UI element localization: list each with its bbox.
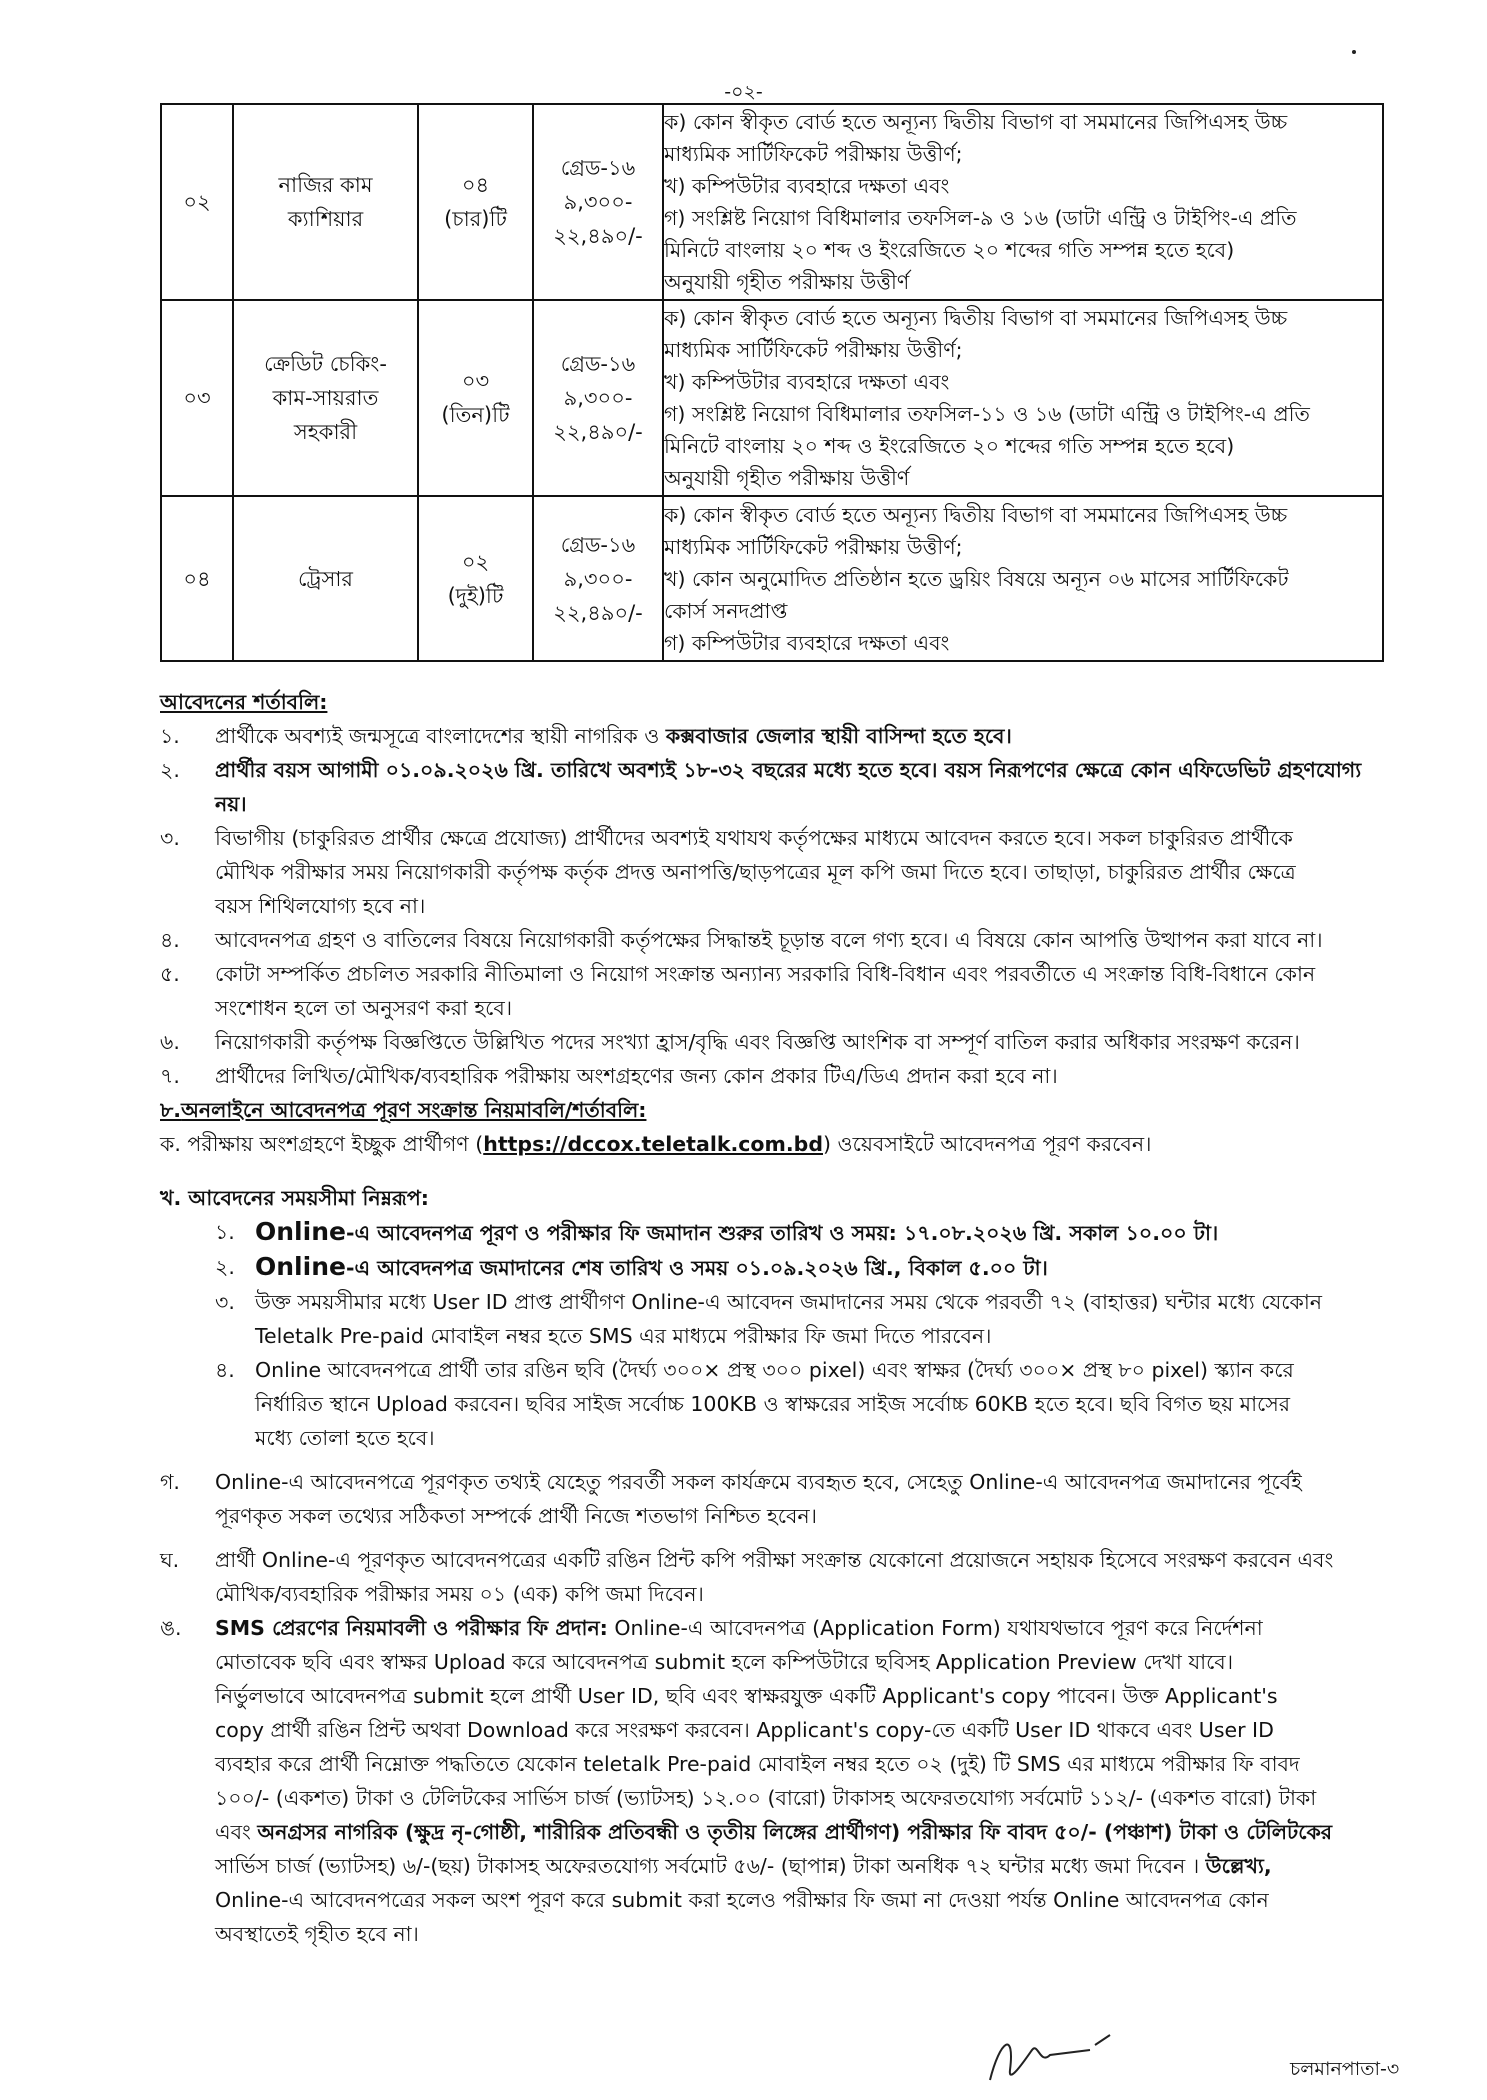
website-link[interactable]: https://dccox.teletalk.com.bd (483, 1132, 823, 1156)
serial-cell: ০৪ (161, 496, 233, 661)
serial-cell: ০৩ (161, 300, 233, 496)
condition-1: ১. প্রার্থীকে অবশ্যই জন্মসূত্রে বাংলাদেশের স্থায়ী নাগরিক ও কক্সবাজার জেলার স্থায়ী বাসিন্দা হতে হবে। (160, 724, 1012, 748)
post-name-cell: ট্রেসার (233, 496, 418, 661)
condition-5: ৫. কোটা সম্পর্কিত প্রচলিত সরকারি নীতিমালা ও নিয়োগ সংক্রান্ত অন্যান্য সরকারি বিধি-বিধান এবং পরবর্তীতে এ সংক্রান্ত বিধি-বিধানে কোন সংশোধন হলে তা অনুসরণ করা হবে। (160, 962, 1316, 1020)
table-row (161, 300, 1383, 496)
online-kha-1: ১. Online-এ আবেদনপত্র পূরণ ও পরীক্ষার ফি জমাদান শুরুর তারিখ ও সময়: ১৭.০৮.২০২৬ খ্রি. সকাল ১০.০০ টা। (215, 1217, 1219, 1246)
online-kha-heading: খ. আবেদনের সময়সীমা নিম্নরূপ: (160, 1186, 429, 1210)
qualification-cell: ক) কোন স্বীকৃত বোর্ড হতে অন্যূন্য দ্বিতীয় বিভাগ বা সমমানের জিপিএসহ উচ্চ মাধ্যমিক সার্টিফিকেট পরীক্ষায় উত্তীর্ণ; খ) কোন অনুমোদিত প্রতিষ্ঠান হতে ড্রয়িং বিষয়ে অন্যূন ০৬ মাসের সার্টিফিকেট কোর্স সনদপ্রাপ্ত গ) কম্পিউটার ব্যবহারে দক্ষতা এবং (663, 496, 1383, 661)
post-count-cell: ০২ (দুই)টি (418, 496, 533, 661)
post-name-cell: নাজির কাম ক্যাশিয়ার (233, 104, 418, 300)
post-count-cell: ০৩ (তিন)টি (418, 300, 533, 496)
online-ka: ক. পরীক্ষায় অংশগ্রহণে ইচ্ছুক প্রার্থীগণ (https://dccox.teletalk.com.bd) ওয়েবসাইটে আবেদনপত্র পূরণ করবেন। (160, 1132, 1152, 1156)
condition-6: ৬. নিয়োগকারী কর্তৃপক্ষ বিজ্ঞপ্তিতে উল্লিখিত পদের সংখ্যা হ্রাস/বৃদ্ধি এবং বিজ্ঞপ্তি আংশিক বা সম্পূর্ণ বাতিল করার অধিকার সংরক্ষণ করেন। (160, 1030, 1300, 1054)
page-number: -০২- (724, 81, 763, 103)
post-count-cell: ০৪ (চার)টি (418, 104, 533, 300)
serial-cell: ০২ (161, 104, 233, 300)
grade-cell: গ্রেড-১৬ ৯,৩০০- ২২,৪৯০/- (533, 300, 663, 496)
condition-7: ৭. প্রার্থীদের লিখিত/মৌখিক/ব্যবহারিক পরীক্ষায় অংশগ্রহণের জন্য কোন প্রকার টিএ/ডিএ প্রদান করা হবে না। (160, 1064, 1058, 1088)
posts-table (160, 103, 1384, 662)
grade-cell: গ্রেড-১৬ ৯,৩০০- ২২,৪৯০/- (533, 104, 663, 300)
ink-dot (1352, 50, 1356, 54)
conditions-heading: আবেদনের শর্তাবলি: (160, 690, 328, 714)
post-name-cell: ক্রেডিট চেকিং- কাম-সায়রাত সহকারী (233, 300, 418, 496)
online-kha-3: ৩. উক্ত সময়সীমার মধ্যে User ID প্রাপ্ত প্রার্থীগণ Online-এ আবেদন জমাদানের সময় থেকে পরবর্তী ৭২ (বাহাত্তর) ঘন্টার মধ্যে যেকোন Teletalk Pre-paid মোবাইল নম্বর হতে SMS এর মাধ্যমে পরীক্ষার ফি জমা দিতে পারবেন। (215, 1290, 1323, 1348)
continuation-note: চলমানপাতা-৩ (1290, 2058, 1400, 2080)
grade-cell: গ্রেড-১৬ ৯,৩০০- ২২,৪৯০/- (533, 496, 663, 661)
condition-3: ৩. বিভাগীয় (চাকুরিরত প্রার্থীর ক্ষেত্রে প্রযোজ্য) প্রার্থীদের অবশ্যই যথাযথ কর্তৃপক্ষের মাধ্যমে আবেদন করতে হবে। সকল চাকুরিরত প্রার্থীকে মৌখিক পরীক্ষার সময় নিয়োগকারী কর্তৃপক্ষ কর্তৃক প্রদত্ত অনাপত্তি/ছাড়পত্রের মূল কপি জমা দিতে হবে। তাছাড়া, চাকুরিরত প্রার্থীর ক্ষেত্রে বয়স শিথিলযোগ্য হবে না। (160, 826, 1296, 918)
conditions-section (160, 685, 1386, 1951)
condition-8-heading: ৮.অনলাইনে আবেদনপত্র পূরণ সংক্রান্ত নিয়মাবলি/শর্তাবলি: (160, 1098, 647, 1122)
qualification-cell: ক) কোন স্বীকৃত বোর্ড হতে অন্যূন্য দ্বিতীয় বিভাগ বা সমমানের জিপিএসহ উচ্চ মাধ্যমিক সার্টিফিকেট পরীক্ষায় উত্তীর্ণ; খ) কম্পিউটার ব্যবহারে দক্ষতা এবং গ) সংশ্লিষ্ট নিয়োগ বিধিমালার তফসিল-৯ ও ১৬ (ডাটা এন্ট্রি ও টাইপিং-এ প্রতি মিনিটে বাংলায় ২০ শব্দ ও ইংরেজিতে ২০ শব্দের গতি সম্পন্ন হতে হবে) অনুযায়ী গৃহীত পরীক্ষায় উত্তীর্ণ (663, 104, 1383, 300)
condition-4: ৪. আবেদনপত্র গ্রহণ ও বাতিলের বিষয়ে নিয়োগকারী কর্তৃপক্ষের সিদ্ধান্তই চূড়ান্ত বলে গণ্য হবে। এ বিষয়ে কোন আপত্তি উত্থাপন করা যাবে না। (160, 928, 1323, 952)
table-row (161, 104, 1383, 300)
online-kha-2: ২. Online-এ আবেদনপত্র জমাদানের শেষ তারিখ ও সময় ০১.০৯.২০২৬ খ্রি., বিকাল ৫.০০ টা। (215, 1252, 1048, 1281)
table-row (161, 496, 1383, 661)
online-uma: ঙ. SMS প্রেরণের নিয়মাবলী ও পরীক্ষার ফি প্রদান: Online-এ আবেদনপত্র (Application Form) যথাযথভাবে পূরণ করে নির্দেশনা মোতাবেক ছবি এবং স্বাক্ষর Upload করে আবেদনপত্র submit হলে কম্পিউটারে ছবিসহ Application Preview দেখা যাবে। নির্ভুলভাবে আবেদনপত্র submit হলে প্রার্থী User ID, ছবি এবং স্বাক্ষরযুক্ত একটি Applicant's copy পাবেন। উক্ত Applicant's copy প্রার্থী রঙিন প্রিন্ট অথবা Download করে সংরক্ষণ করবেন। Applicant's copy-তে একটি User ID থাকবে এবং User ID ব্যবহার করে প্রার্থী নিম্নোক্ত পদ্ধতিতে যেকোন teletalk Pre-paid মোবাইল নম্বর হতে ০২ (দুই) টি SMS এর মাধ্যমে পরীক্ষার ফি বাবদ ১০০/- (একশত) টাকা ও টেলিটকের সার্ভিস চার্জ (ভ্যাটসহ) ১২.০০ (বারো) টাকাসহ অফেরতযোগ্য সর্বমোট ১১২/- (একশত বারো) টাকা এবং অনগ্রসর নাগরিক (ক্ষুদ্র নৃ-গোষ্ঠী, শারীরিক প্রতিবন্ধী ও তৃতীয় লিঙ্গের প্রার্থীগণ) পরীক্ষার ফি বাবদ ৫০/- (পঞ্চাশ) টাকা ও টেলিটকের সার্ভিস চার্জ (ভ্যাটসহ) ৬/-(ছয়) টাকাসহ অফেরতযোগ্য সর্বমোট ৫৬/- (ছাপান্ন) টাকা অনধিক ৭২ ঘন্টার মধ্যে জমা দিবেন । উল্লেখ্য, Online-এ আবেদনপত্রের সকল অংশ পূরণ করে submit করা হলেও পরীক্ষার ফি জমা না দেওয়া পর্যন্ত Online আবেদনপত্র কোন অবস্থাতেই গৃহীত হবে না। (160, 1616, 1333, 1946)
qualification-cell: ক) কোন স্বীকৃত বোর্ড হতে অন্যূন্য দ্বিতীয় বিভাগ বা সমমানের জিপিএসহ উচ্চ মাধ্যমিক সার্টিফিকেট পরীক্ষায় উত্তীর্ণ; খ) কম্পিউটার ব্যবহারে দক্ষতা এবং গ) সংশ্লিষ্ট নিয়োগ বিধিমালার তফসিল-১১ ও ১৬ (ডাটা এন্ট্রি ও টাইপিং-এ প্রতি মিনিটে বাংলায় ২০ শব্দ ও ইংরেজিতে ২০ শব্দের গতি সম্পন্ন হতে হবে) অনুযায়ী গৃহীত পরীক্ষায় উত্তীর্ণ (663, 300, 1383, 496)
signature (980, 2020, 1140, 2090)
online-gha: ঘ. প্রার্থী Online-এ পূরণকৃত আবেদনপত্রের একটি রঙিন প্রিন্ট কপি পরীক্ষা সংক্রান্ত যেকোনো প্রয়োজনে সহায়ক হিসেবে সংরক্ষণ করবেন এবং মৌখিক/ব্যবহারিক পরীক্ষার সময় ০১ (এক) কপি জমা দিবেন। (160, 1548, 1334, 1606)
condition-2: ২. প্রার্থীর বয়স আগামী ০১.০৯.২০২৬ খ্রি. তারিখে অবশ্যই ১৮-৩২ বছরের মধ্যে হতে হবে। বয়স নিরূপণের ক্ষেত্রে কোন এফিডেভিট গ্রহণযোগ্য নয়। (160, 758, 1362, 816)
online-kha-4: ৪. Online আবেদনপত্রে প্রার্থী তার রঙিন ছবি (দৈর্ঘ্য ৩০০× প্রস্থ ৩০০ pixel) এবং স্বাক্ষর (দৈর্ঘ্য ৩০০× প্রস্থ ৮০ pixel) স্ক্যান করে নির্ধারিত স্থানে Upload করবেন। ছবির সাইজ সর্বোচ্চ 100KB ও স্বাক্ষরের সাইজ সর্বোচ্চ 60KB হতে হবে। ছবি বিগত ছয় মাসের মধ্যে তোলা হতে হবে। (215, 1358, 1294, 1450)
online-ga: গ. Online-এ আবেদনপত্রে পূরণকৃত তথ্যই যেহেতু পরবর্তী সকল কার্যক্রমে ব্যবহৃত হবে, সেহেতু Online-এ আবেদনপত্র জমাদানের পূর্বেই পূরণকৃত সকল তথ্যের সঠিকতা সম্পর্কে প্রার্থী নিজে শতভাগ নিশ্চিত হবেন। (160, 1470, 1302, 1528)
